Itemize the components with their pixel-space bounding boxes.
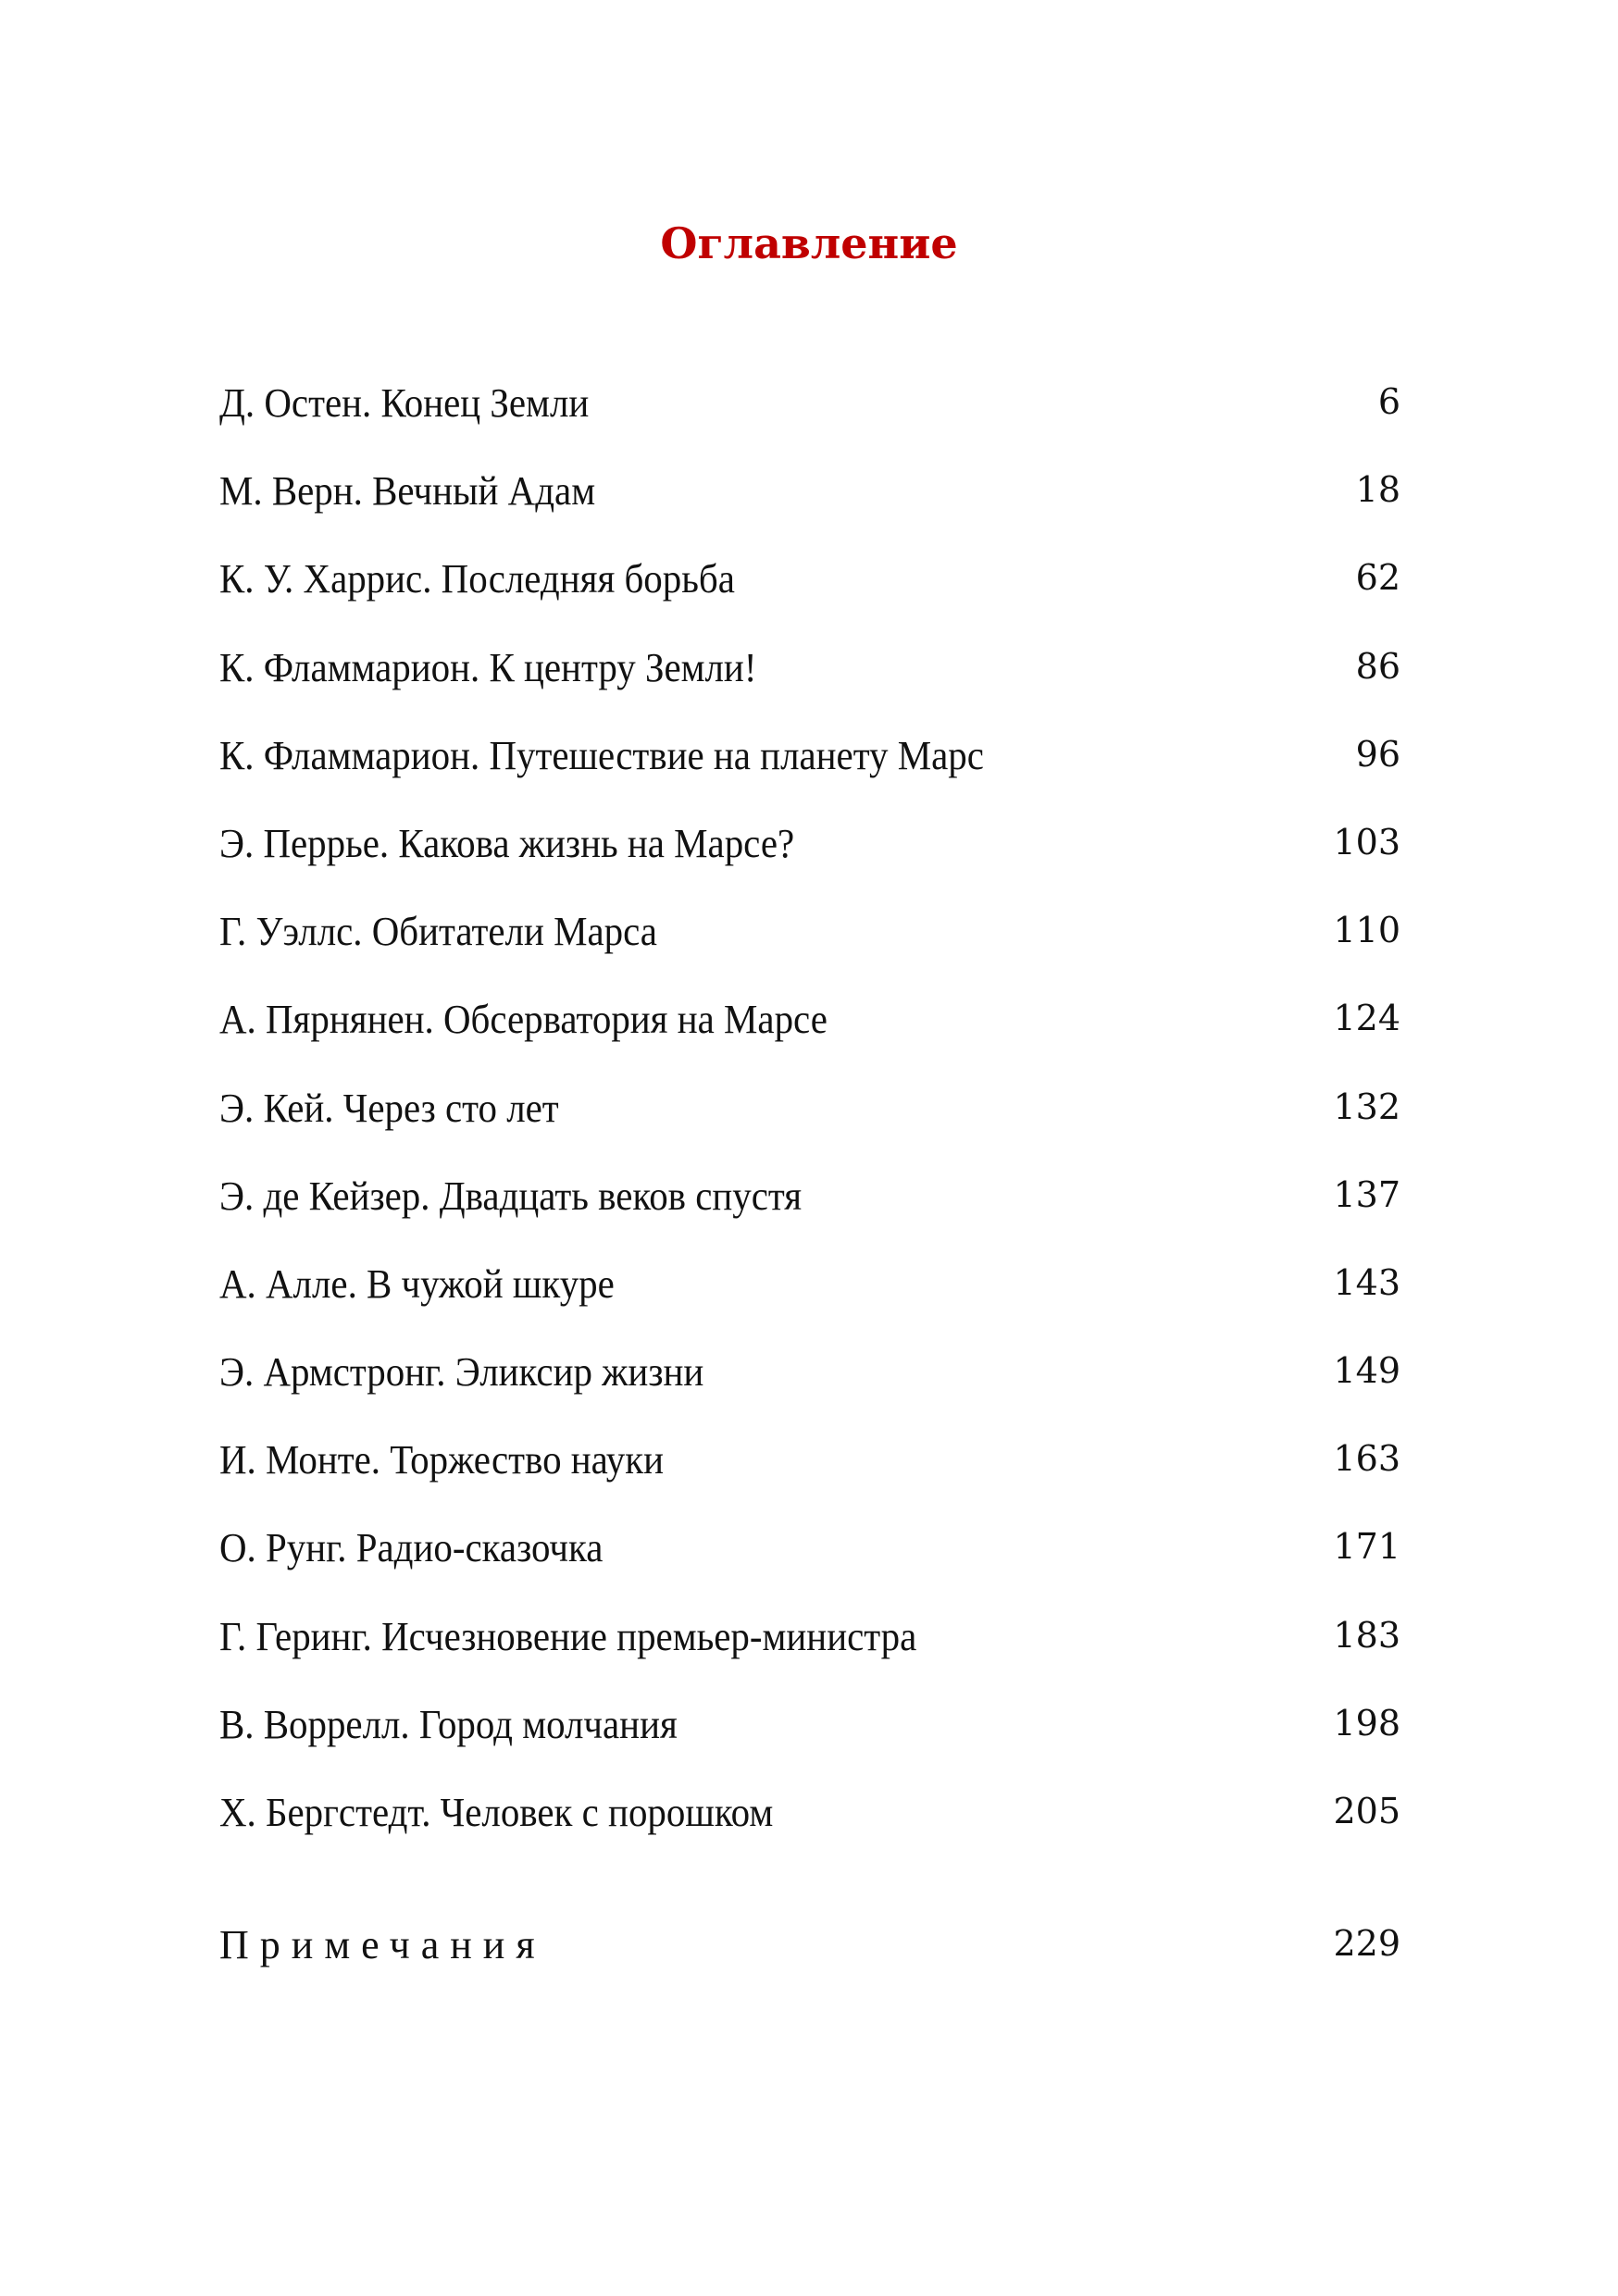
toc-entry-page: 103 [1333,821,1400,863]
toc-entry[interactable] [219,1436,1400,1524]
toc-entry-title: Х. Бергстедт. Человек с порошком [219,1790,774,1835]
toc-entry-page: 183 [1333,1614,1400,1656]
toc-entry-page: 163 [1333,1438,1400,1480]
toc-entry-title: И. Монте. Торжество науки [219,1437,664,1483]
toc-entry-title: Г. Уэллс. Обитатели Марса [219,909,657,955]
toc-entry[interactable] [219,1524,1400,1612]
toc-entry-title: А. Пярнянен. Обсерватория на Марсе [219,997,828,1043]
toc-entry-page: 110 [1333,910,1400,951]
toc-entry-title: Э. Кей. Через сто лет [219,1085,559,1131]
toc-entry[interactable] [219,1260,1400,1348]
toc-entry[interactable] [219,1789,1400,1877]
toc-entry[interactable] [219,732,1400,820]
toc-entry-title: О. Рунг. Радио-сказочка [219,1525,604,1571]
toc-entry[interactable] [219,555,1400,643]
toc-entry-page: 132 [1333,1086,1400,1127]
toc-entry-page: 18 [1355,469,1400,511]
toc-entry[interactable] [219,1348,1400,1436]
toc-entry-title: А. Алле. В чужой шкуре [219,1260,615,1307]
toc-entry-page: 124 [1333,998,1400,1039]
toc-entry-title: К. Фламмарион. Путешествие на планету Марс [219,732,984,778]
toc-entry[interactable] [219,1701,1400,1789]
toc-entry-title: Э. Армстронг. Эликсир жизни [219,1349,704,1396]
toc-entry-page: 96 [1355,733,1400,775]
toc-entry-title: К. У. Харрис. Последняя борьба [219,556,735,602]
toc-entry[interactable] [219,644,1400,732]
toc-entry[interactable] [219,996,1400,1084]
toc-entry[interactable] [219,1613,1400,1701]
toc-entry-title: Г. Геринг. Исчезновение премьер-министра [219,1613,917,1659]
toc-entry-title: М. Верн. Вечный Адам [219,468,596,515]
toc-entry[interactable] [219,379,1400,467]
toc-entry-page: 149 [1333,1350,1400,1392]
toc-entry-page: 198 [1333,1702,1400,1744]
toc-entry-notes[interactable] [219,1921,1400,1977]
toc-entry-page: 62 [1355,557,1400,599]
toc-entry-title: Примечания [219,1922,546,1967]
toc-entry-page: 205 [1333,1791,1400,1831]
toc-entry-title: Д. Остен. Конец Земли [219,380,590,426]
toc-entry-page: 86 [1355,645,1400,687]
table-of-contents [219,379,1400,1877]
toc-entry-page: 6 [1377,381,1400,422]
toc-entry-title: К. Фламмарион. К центру Земли! [219,644,757,690]
toc-entry[interactable] [219,908,1400,996]
toc-entry[interactable] [219,1085,1400,1173]
toc-entry[interactable] [219,820,1400,908]
toc-entry-page: 171 [1333,1526,1400,1568]
toc-entry-title: Э. де Кейзер. Двадцать веков спустя [219,1173,803,1219]
toc-entry-page: 137 [1333,1173,1400,1215]
toc-entry[interactable] [219,1173,1400,1260]
toc-entry-title: В. Воррелл. Город молчания [219,1701,678,1747]
toc-entry-page: 143 [1333,1261,1400,1303]
toc-entry-page: 229 [1333,1923,1400,1964]
toc-entry[interactable] [219,467,1400,555]
toc-entry-title: Э. Перрье. Какова жизнь на Марсе? [219,820,795,866]
page-title: Оглавление [660,218,958,268]
